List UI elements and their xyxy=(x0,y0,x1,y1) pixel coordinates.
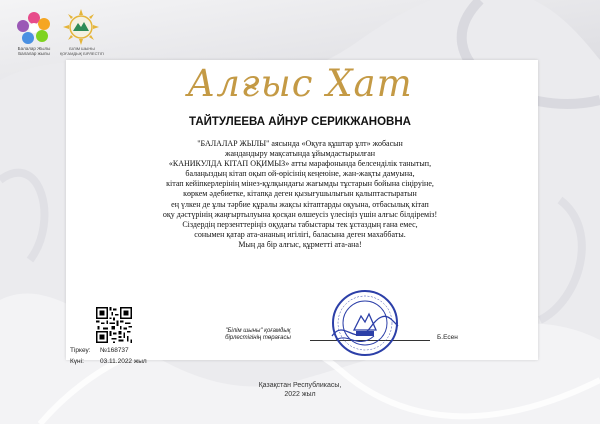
body-line: ең үлкен де ұлы тәрбие құралы жақсы кітаптарды оқуына, отбасылық кітап xyxy=(171,199,429,209)
certificate-body xyxy=(80,139,520,250)
body-line: кітап кейіпкерлерінің мінез-құлқындағы жағымды тұстарын бойына сіңіруіне, xyxy=(166,179,434,189)
left-logo-caption: Балалар Жылы Балалар жылы xyxy=(17,46,51,56)
qr-code-icon xyxy=(96,307,132,343)
official-stamp-seal xyxy=(330,288,400,358)
body-line: жандандыру мақсатында ұйымдастырылған xyxy=(224,149,376,159)
body-line: Мың да бір алғыс, құрметті ата-ана! xyxy=(238,239,362,249)
footer-location: Қазақстан Республикасы, 2022 жыл xyxy=(258,382,342,398)
body-line: «КАНИКУЛДА КІТАП ОҚИМЫЗ» атты марафонында белсенділік танытып, xyxy=(168,159,432,169)
body-line: сонымен қатар ата-ананың игілігі, баласына деген махаббаты. xyxy=(194,229,406,239)
signer-name: Б.Есен xyxy=(437,334,458,341)
bilim-shyny-sun-logo xyxy=(62,8,100,46)
issue-date: Күні: 03.11.2022 жыл xyxy=(70,358,147,365)
recipient-name: ТАЙТУЛЕЕВА АЙНУР СЕРИКЖАНОВНА xyxy=(189,116,411,128)
body-line: оқу дәстүрінің жаңғыртылуына қосқан өлшеусіз үлесіңіз үшін алғыс білдіреміз! xyxy=(162,209,438,219)
right-logo-caption: БІЛІМ ШЫНЫ ҚОҒАМДЫҚ БІРЛЕСТІГІ xyxy=(59,46,105,56)
balalar-zhyly-flower-logo xyxy=(16,10,52,46)
certificate-title: Алғыс Хат xyxy=(187,62,413,105)
signatory-organization: "Білім шыны" қоғамдық бірлестігінің төрағасы xyxy=(225,328,291,341)
registration-number: Тіркеу: №168737 xyxy=(70,347,129,354)
body-line: көркем әдебиетке, кітапқа деген қызығушылығын қалыптастыратын xyxy=(183,189,417,199)
body-line: балаңыздың кітап оқып ой-өрісінің кеңеюіне, жан-жақты дамуына, xyxy=(185,169,415,179)
body-line: "БАЛАЛАР ЖЫЛЫ" аясында «Оқуға құштар ұлт» жобасын xyxy=(197,139,403,148)
body-line: Сіздердің перзенттеріңіз оқудағы табыстары тек ұстаздың ғана емес, xyxy=(182,219,418,229)
